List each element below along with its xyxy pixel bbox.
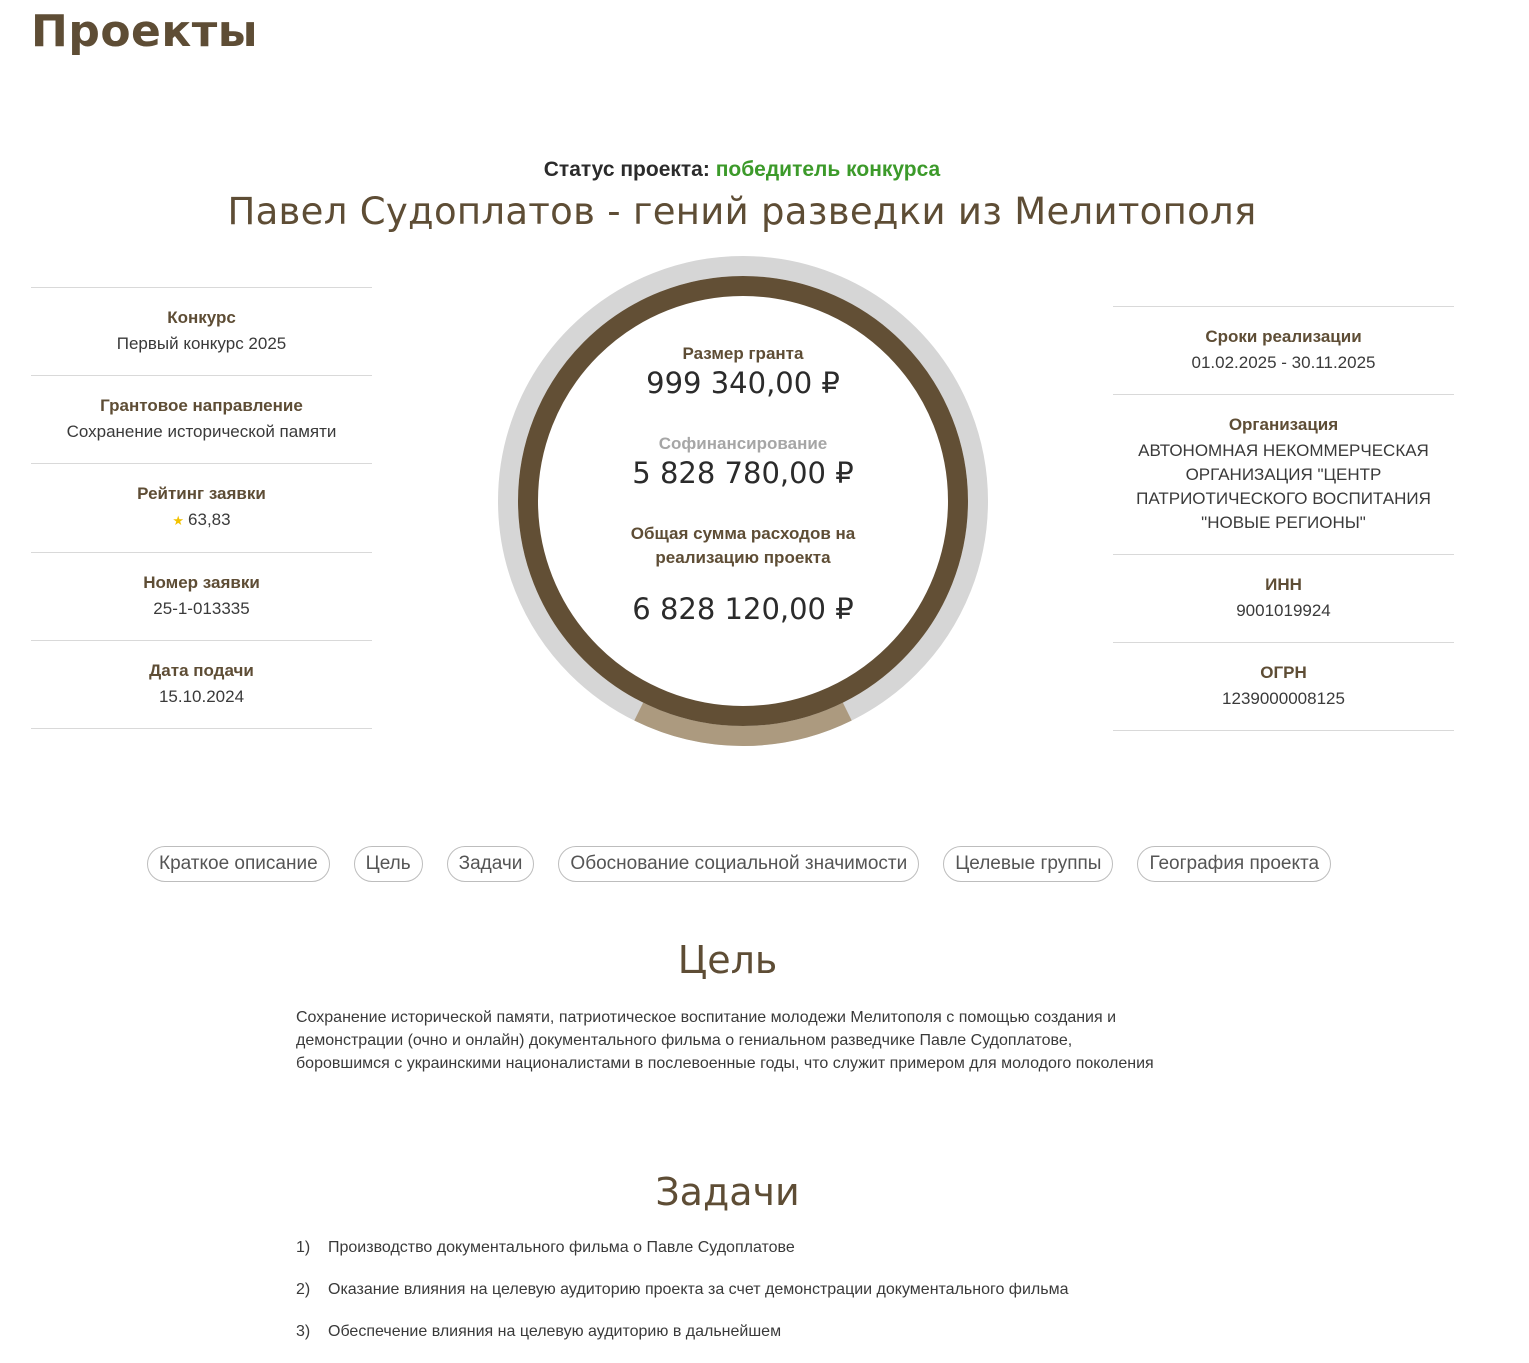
info-label: Организация xyxy=(1228,415,1339,434)
finance-ring xyxy=(498,256,988,746)
project-status xyxy=(0,158,1484,182)
info-rating xyxy=(31,463,372,552)
project-title: Павел Судоплатов - гений разведки из Мелитополя xyxy=(227,190,1257,233)
info-label: Дата подачи xyxy=(149,661,254,680)
star-icon: ★ xyxy=(172,513,185,528)
task-number: 2) xyxy=(296,1281,311,1298)
cofinancing-label: Софинансирование xyxy=(658,434,828,453)
list-item xyxy=(296,1321,1068,1363)
info-label: Номер заявки xyxy=(143,573,260,592)
project-info-right xyxy=(1113,306,1454,731)
info-label: Грантовое направление xyxy=(100,396,303,415)
info-period xyxy=(1113,306,1454,394)
info-organization xyxy=(1113,394,1454,554)
task-text: Оказание влияния на целевую аудиторию проекта за счет демонстрации документального фильма xyxy=(328,1281,1069,1298)
info-ogrn xyxy=(1113,642,1454,731)
tab-short-description[interactable]: Краткое описание xyxy=(147,846,330,882)
info-value: 25-1-013335 xyxy=(153,599,250,618)
grant-amount: 999 340,00 ₽ xyxy=(646,366,840,400)
section-tabs xyxy=(147,846,1355,882)
goal-text: Сохранение исторической памяти, патриотическое воспитание молодежи Мелитополя с помощью создания и демонстрации (очно и онлайн) документального фильма о гениальном разведчике Павле Судоплатове, боровшимся с украинскими националистами в послевоенные годы, что служит примером для молодого поколения xyxy=(296,1009,1154,1072)
task-text: Производство документального фильма о Павле Судоплатове xyxy=(328,1239,795,1256)
tab-target-groups[interactable]: Целевые группы xyxy=(943,846,1113,882)
goal-heading: Цель xyxy=(677,938,778,982)
info-application-number xyxy=(31,552,372,640)
task-number: 3) xyxy=(296,1323,311,1340)
info-label: ОГРН xyxy=(1260,663,1307,682)
info-contest xyxy=(31,287,372,375)
info-value: 15.10.2024 xyxy=(158,687,245,706)
cofinancing-amount: 5 828 780,00 ₽ xyxy=(632,456,854,490)
tasks-heading: Задачи xyxy=(655,1170,800,1214)
rating-value: 63,83 xyxy=(188,510,231,529)
total-label: Общая сумма расходов на реализацию проекта xyxy=(630,524,856,567)
info-value: АВТОНОМНАЯ НЕКОММЕРЧЕСКАЯ ОРГАНИЗАЦИЯ "ЦЕНТР ПАТРИОТИЧЕСКОГО ВОСПИТАНИЯ "НОВЫЕ РЕГИОНЫ" xyxy=(1136,441,1431,532)
info-label: ИНН xyxy=(1265,575,1302,594)
task-text: Обеспечение влияния на целевую аудиторию в дальнейшем xyxy=(328,1323,782,1340)
tab-social-significance[interactable]: Обоснование социальной значимости xyxy=(558,846,919,882)
list-item xyxy=(296,1237,1068,1279)
total-amount: 6 828 120,00 ₽ xyxy=(632,592,854,626)
finance-ring-graphic xyxy=(498,256,988,746)
status-value: победитель конкурса xyxy=(715,158,941,181)
info-value: 01.02.2025 - 30.11.2025 xyxy=(1191,353,1376,372)
list-item xyxy=(296,1279,1068,1321)
task-list xyxy=(296,1237,1068,1363)
tab-tasks[interactable]: Задачи xyxy=(447,846,535,882)
info-label: Рейтинг заявки xyxy=(137,484,266,503)
project-info-left xyxy=(31,287,372,729)
outer-track-ring xyxy=(508,266,978,736)
info-submission-date xyxy=(31,640,372,729)
info-grant-direction xyxy=(31,375,372,463)
page-title: Проекты xyxy=(31,6,259,57)
status-label: Статус проекта: xyxy=(543,158,710,181)
task-number: 1) xyxy=(296,1239,311,1256)
tab-goal[interactable]: Цель xyxy=(354,846,423,882)
info-value: Сохранение исторической памяти xyxy=(66,422,337,441)
tab-geography[interactable]: География проекта xyxy=(1137,846,1331,882)
info-label: Сроки реализации xyxy=(1205,327,1362,346)
info-value: Первый конкурс 2025 xyxy=(116,334,287,353)
info-inn xyxy=(1113,554,1454,642)
info-label: Конкурс xyxy=(167,308,236,327)
grant-label: Размер гранта xyxy=(682,344,804,363)
info-value: 9001019924 xyxy=(1236,601,1331,620)
info-value: 1239000008125 xyxy=(1222,689,1345,708)
